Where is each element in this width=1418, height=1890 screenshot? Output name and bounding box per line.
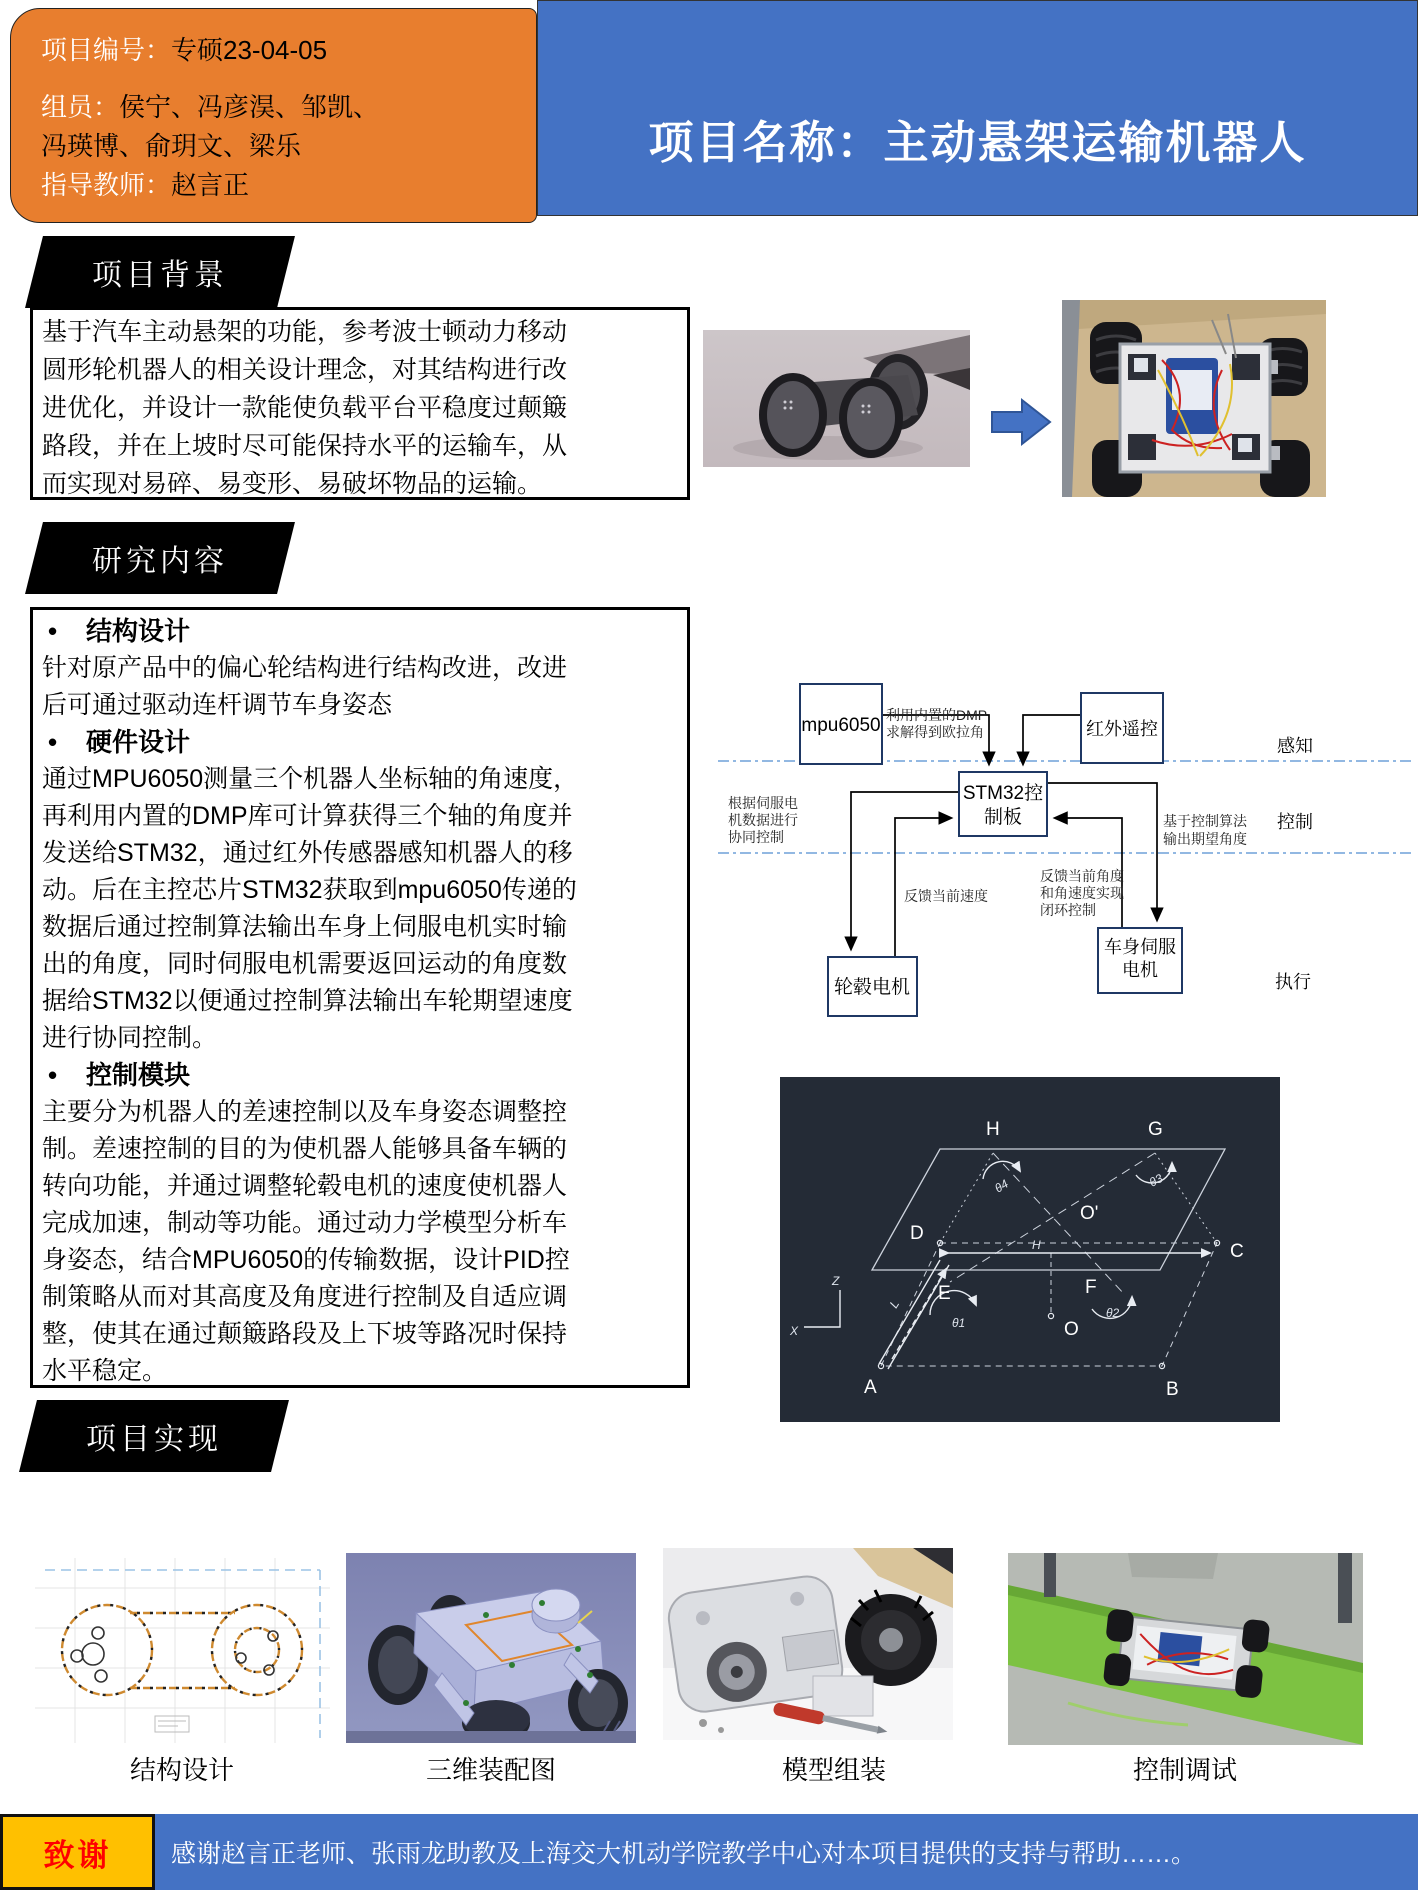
research-line: 制策略从而对其高度及角度进行控制及自适应调 — [42, 1283, 568, 1311]
project-id-row — [41, 31, 536, 70]
stage-exec-label: 执行 — [1275, 972, 1311, 992]
research-line: 出的角度，同时伺服电机需要返回运动的角度数 — [42, 950, 568, 978]
acknowledgement-bar — [0, 1814, 1418, 1890]
wheel-motor-label: 轮毂电机 — [833, 977, 911, 998]
dim-H-label: H — [1032, 1238, 1041, 1252]
project-id-label: 项目编号： — [41, 35, 172, 65]
section-badge-implementation-label: 项目实现 — [86, 1423, 222, 1456]
section-badge-research-label: 研究内容 — [92, 545, 228, 578]
background-line: 进优化，并设计一款能使负载平台平稳度过颠簸 — [42, 394, 568, 422]
cad-drawing-image — [35, 1558, 330, 1743]
members-line2: 冯瑛博、俞玥文、梁乐 — [41, 131, 302, 161]
servo-data-note-line1: 根据伺服电 — [728, 795, 798, 811]
research-line: 动。后在主控芯片STM32获取到mpu6050传递的 — [42, 876, 577, 904]
section-badge-background-label: 项目背景 — [92, 259, 228, 292]
research-line: 据给STM32以便通过控制算法输出车轮期望速度 — [42, 987, 573, 1015]
project-id-value: 专硕23-04-05 — [171, 35, 328, 65]
dmp-note-line2: 求解得到欧拉角 — [886, 724, 984, 740]
research-line: 后可通过驱动连杆调节车身姿态 — [42, 691, 393, 719]
servo-data-note-line2: 机数据进行 — [728, 812, 798, 828]
point-O-label: O — [1064, 1319, 1079, 1340]
background-text-box — [30, 307, 690, 500]
thanks-badge-label: 致谢 — [43, 1837, 112, 1873]
section-badge-implementation — [19, 1400, 289, 1472]
control-algo-note-line2: 输出期望角度 — [1163, 831, 1247, 847]
ir-remote-label: 红外遥控 — [1086, 719, 1158, 739]
research-line: 主要分为机器人的差速控制以及车身姿态调整控 — [42, 1098, 568, 1126]
servo-motor-label-line2: 电机 — [1122, 960, 1158, 980]
stage-control-label: 控制 — [1277, 812, 1313, 832]
research-line: 制。差速控制的目的为使机器人能够具备车辆的 — [42, 1135, 568, 1163]
feedback-angle-note-line3: 闭环控制 — [1040, 902, 1096, 918]
prototype-robot-photo — [1062, 300, 1326, 497]
background-line: 路段，并在上坡时尽可能保持水平的运输车，从 — [42, 432, 568, 460]
caption-structure-design: 结构设计 — [129, 1755, 234, 1785]
research-line: 整，使其在通过颠簸路段及上下坡等路况时保持 — [42, 1320, 568, 1348]
servo-motor-label-line1: 车身伺服 — [1104, 937, 1176, 957]
research-line: 水平稳定。 — [42, 1357, 168, 1385]
mpu6050-label: mpu6050 — [801, 715, 881, 736]
title-bar — [537, 0, 1418, 216]
research-line: 数据后通过控制算法输出车身上伺服电机实时输 — [42, 913, 568, 941]
members-label: 组员： — [41, 92, 120, 122]
research-section-control — [42, 1057, 681, 1390]
section-badge-background — [25, 236, 295, 308]
theta3-label: θ3 — [1146, 1171, 1166, 1190]
point-C-label: C — [1230, 1241, 1244, 1262]
research-line: 发送给STM32，通过红外传感器感知机器人的移 — [42, 839, 573, 867]
cad-assembly-image — [346, 1553, 636, 1743]
research-line: 再利用内置的DMP库可计算获得三个轴的角度并 — [42, 802, 573, 830]
members-line1: 侯宁、冯彦淏、邹凯、 — [119, 92, 380, 122]
point-G-label: G — [1148, 1119, 1163, 1140]
point-D-label: D — [910, 1223, 924, 1244]
feedback-angle-note-line2: 和角速度实现 — [1040, 885, 1124, 901]
stm32-label-line2: 制板 — [983, 807, 1023, 828]
research-line: 完成加速，制动等功能。通过动力学模型分析车 — [42, 1209, 568, 1237]
x-axis-label: X — [790, 1324, 799, 1338]
bullet-icon: • — [48, 616, 58, 646]
caption-3d-assembly: 三维装配图 — [425, 1755, 556, 1785]
background-line: 而实现对易碎、易变形、易破坏物品的运输。 — [42, 470, 543, 498]
theta1-label: θ1 — [952, 1316, 966, 1330]
research-section-title-text: 控制模块 — [86, 1060, 191, 1090]
project-info-panel — [10, 8, 537, 223]
stm32-label-line1: STM32控 — [962, 783, 1044, 804]
transform-arrow-icon — [990, 396, 1052, 448]
research-line: 针对原产品中的偏心轮结构进行结构改进，改进 — [42, 654, 568, 682]
caption-control-testing: 控制调试 — [1132, 1755, 1237, 1785]
caption-model-assembly: 模型组装 — [781, 1755, 886, 1785]
point-A-label: A — [864, 1377, 877, 1398]
original-robot-photo — [703, 330, 970, 467]
advisor-value: 赵言正 — [171, 170, 250, 200]
control-testing-photo — [1008, 1553, 1363, 1745]
research-line: 进行协同控制。 — [42, 1024, 218, 1052]
stage-sense-label: 感知 — [1277, 736, 1313, 756]
thanks-text-bar — [155, 1814, 1418, 1890]
arrow-stm32-to-wheel — [851, 792, 959, 949]
bullet-icon: • — [48, 727, 58, 757]
thanks-text: 感谢赵言正老师、张雨龙助教及上海交大机动学院教学中心对本项目提供的支持与帮助……。 — [171, 1840, 1197, 1868]
point-B-label: B — [1166, 1379, 1179, 1400]
dmp-note-line1: 利用内置的DMP — [886, 707, 988, 723]
point-O-prime-label: O' — [1080, 1203, 1099, 1224]
point-E-label: E — [938, 1283, 951, 1304]
feedback-angle-note-line1: 反馈当前角度 — [1040, 868, 1124, 884]
advisor-label: 指导教师： — [41, 170, 172, 200]
point-F-label: F — [1085, 1277, 1097, 1298]
kinematics-diagram — [780, 1077, 1280, 1422]
arrow-ir-to-stm32 — [1023, 715, 1081, 764]
feedback-speed-note: 反馈当前速度 — [904, 888, 988, 904]
research-section-body — [42, 1094, 681, 1390]
background-paragraph — [42, 313, 681, 503]
theta4-label: θ4 — [992, 1176, 1011, 1196]
thanks-badge — [0, 1814, 155, 1890]
servo-data-note-line3: 协同控制 — [728, 829, 784, 845]
background-line: 圆形轮机器人的相关设计理念，对其结构进行改 — [42, 356, 568, 384]
rod-L-label: L — [886, 1297, 903, 1311]
diagram-background — [780, 1077, 1280, 1422]
model-assembly-photo — [663, 1548, 953, 1740]
theta2-label: θ2 — [1106, 1306, 1120, 1320]
research-section-title-text: 硬件设计 — [86, 727, 191, 757]
poster-title: 项目名称：主动悬架运输机器人 — [648, 116, 1307, 168]
point-H-label: H — [986, 1119, 1000, 1140]
research-line: 通过MPU6050测量三个机器人坐标轴的角速度， — [42, 765, 579, 793]
bullet-icon: • — [48, 1060, 58, 1090]
research-line: 转向功能，并通过调整轮毂电机的速度使机器人 — [42, 1172, 568, 1200]
control-architecture-flowchart — [580, 560, 1418, 1080]
research-line: 身姿态，结合MPU6050的传输数据，设计PID控 — [42, 1246, 570, 1274]
z-axis-label: Z — [832, 1274, 840, 1288]
control-algo-note-line1: 基于控制算法 — [1163, 813, 1247, 829]
background-line: 基于汽车主动悬架的功能，参考波士顿动力移动 — [42, 318, 568, 346]
members-row — [41, 88, 536, 127]
arrow-wheel-feedback — [895, 818, 951, 956]
advisor-row — [41, 166, 536, 205]
research-section-title-text: 结构设计 — [86, 616, 191, 646]
section-badge-research — [25, 522, 295, 594]
